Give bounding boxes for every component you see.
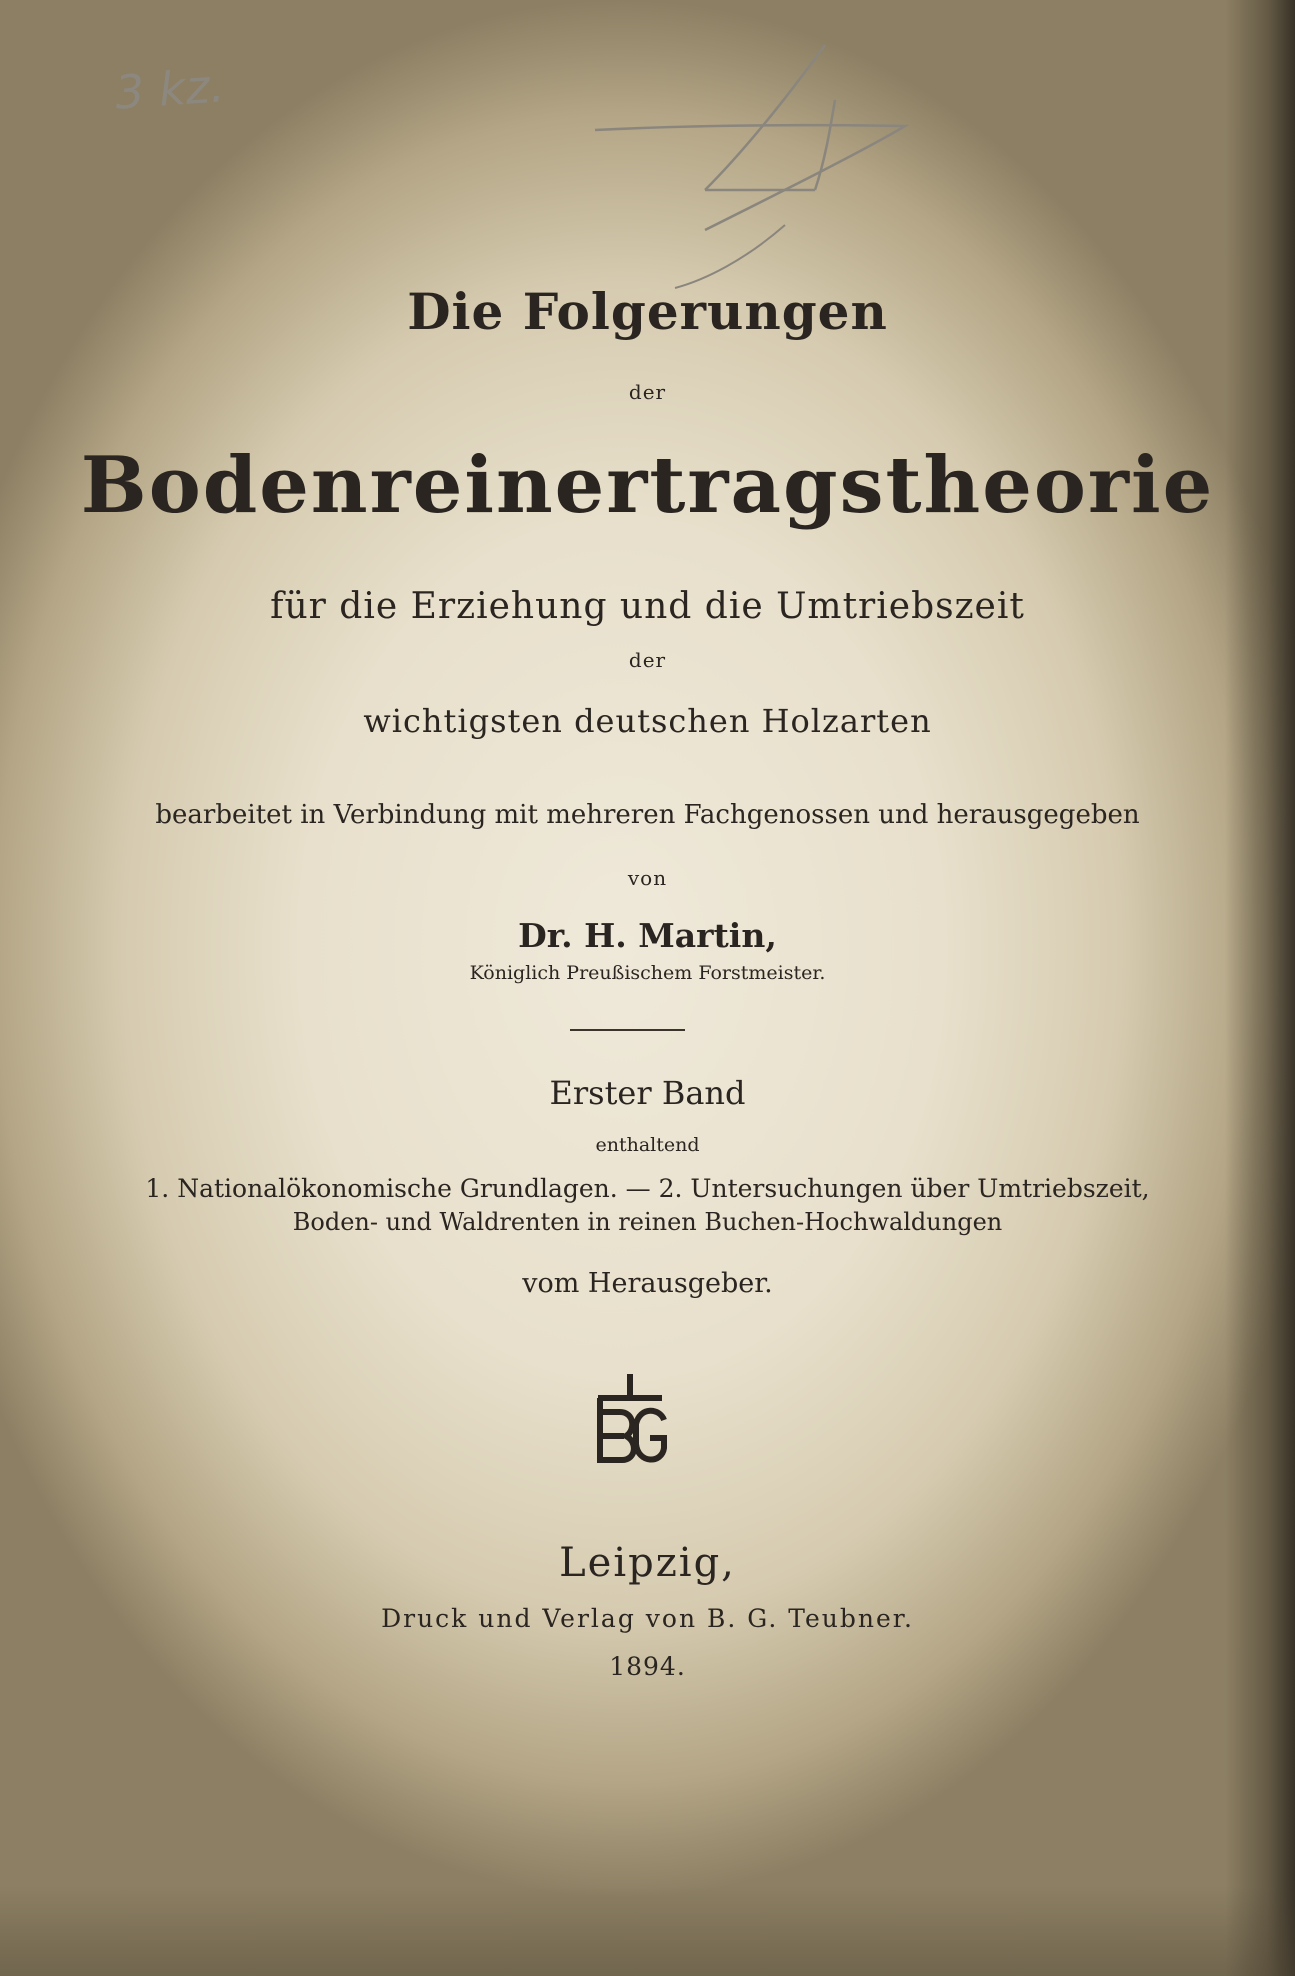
imprint-year: 1894.: [609, 1652, 686, 1681]
title-line-2: der: [628, 380, 667, 404]
main-title: Bodenreinertragstheorie: [80, 440, 1215, 531]
volume-by: vom Herausgeber.: [522, 1268, 773, 1299]
imprint-publisher: Druck und Verlag von B. G. Teubner.: [381, 1604, 914, 1633]
pencil-mark: [585, 40, 925, 290]
title-line-1: Die Folgerungen: [407, 282, 888, 341]
publisher-logo: [590, 1368, 670, 1468]
volume-contents-line-1: 1. Nationalökonomische Grundlagen. — 2. Untersuchungen über Umtriebszeit,: [145, 1174, 1150, 1203]
editorial-line: bearbeitet in Verbindung mit mehreren Fachgenossen und herausgegeben: [155, 800, 1140, 830]
title-line-4: für die Erziehung und die Umtriebszeit: [270, 586, 1025, 627]
volume-contains: enthaltend: [595, 1134, 700, 1156]
page-edge-shadow: [0, 1886, 1295, 1976]
editorial-von: von: [627, 866, 668, 890]
volume-contents-line-2: Boden- und Waldrenten in reinen Buchen-Hochwaldungen: [292, 1208, 1003, 1236]
divider-rule: [570, 1029, 685, 1031]
title-line-5: der: [628, 648, 667, 672]
title-line-6: wichtigsten deutschen Holzarten: [363, 702, 932, 740]
imprint-city: Leipzig,: [559, 1540, 736, 1586]
handwritten-annotation: 3 kz.: [113, 58, 227, 120]
volume-label: Erster Band: [549, 1074, 746, 1112]
author-name: Dr. H. Martin,: [518, 916, 777, 955]
author-role: Königlich Preußischem Forstmeister.: [469, 962, 826, 984]
